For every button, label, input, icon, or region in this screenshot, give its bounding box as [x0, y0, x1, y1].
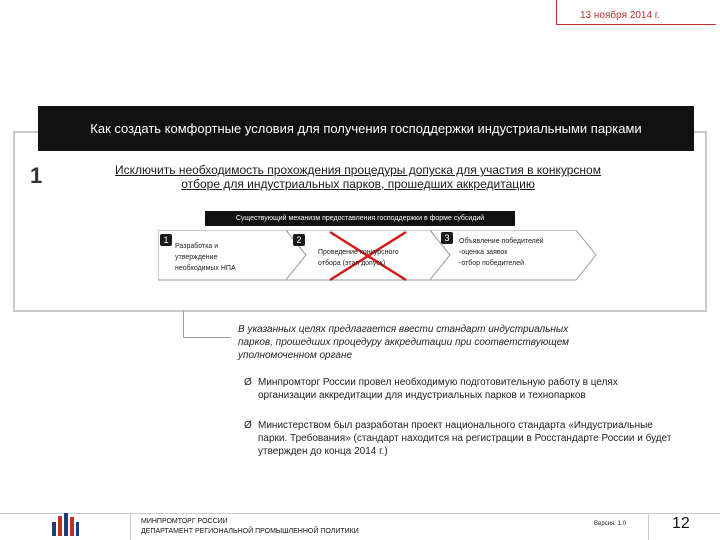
step-2-line-2: отбора (этап допуск) [318, 260, 386, 267]
bullet-2-line-3: утвержден до конца 2014 г.) [258, 446, 388, 457]
footer-org-line-2: ДЕПАРТАМЕНТ РЕГИОНАЛЬНОЙ ПРОМЫШЛЕННОЙ ПОЛИТИКИ [141, 528, 359, 535]
headline-line-2: отборе для индустриальных парков, прошедших аккредитацию [181, 177, 535, 191]
bullet-1-line-2: организации аккредитации для индустриальных парков и технопарков [258, 390, 586, 401]
page-number: 12 [672, 515, 690, 532]
step-1-number: 1 [160, 234, 172, 246]
bullet-2-line-2: парки. Требования» (стандарт находится на регистрации в Росстандарте России и будет [258, 433, 672, 444]
item-number: 1 [30, 163, 43, 188]
headline-line-1: Исключить необходимость прохождения процедуры допуска для участия в конкурсном [115, 163, 601, 177]
slide-title: Как создать комфортные условия для получения господдержки индустриальными парками [38, 106, 694, 151]
bullet-1-line-1: Минпромторг России провел необходимую подготовительную работу в целях [258, 377, 618, 388]
step-1-line-1: Разработка и [175, 243, 219, 250]
version-label: Версия: 1.0 [594, 521, 626, 527]
step-3-line-3: -отбор победителей [459, 260, 525, 267]
step-3-number: 3 [441, 232, 453, 244]
ministry-logo-icon [50, 510, 80, 540]
step-1-line-2: утверждение [175, 254, 218, 261]
headline [78, 163, 638, 191]
step-3-text [459, 236, 544, 269]
footer-org-line-1: МИНПРОМТОРГ РОССИИ [141, 518, 228, 525]
note-line-1: В указанных целях предлагается ввести стандарт индустриальных [238, 324, 569, 335]
footer-divider-left [130, 513, 131, 540]
bullet-arrow-icon: Ø [244, 420, 252, 431]
step-2-line-1: Проведение конкурсного [318, 249, 399, 256]
step-3-line-1: Объявление победителей [459, 238, 544, 245]
note-line-3: уполномоченном органе [238, 350, 353, 361]
step-1-line-3: необходимых НПА [175, 265, 236, 272]
header-underline [556, 24, 716, 25]
proposal-note [238, 323, 618, 362]
bullet-item-2 [244, 419, 714, 458]
slide-date: 13 ноября 2014 г. [580, 10, 660, 21]
note-connector-horizontal [183, 337, 231, 338]
header-divider-vertical [556, 0, 557, 24]
step-3-line-2: -оценка заявок [459, 249, 508, 256]
step-2-text [318, 247, 399, 269]
step-1-text [175, 241, 236, 274]
note-connector [183, 311, 184, 337]
bullet-arrow-icon: Ø [244, 377, 252, 388]
mechanism-label: Существующий механизм предоставления господдержки в форме субсидий [205, 211, 515, 226]
footer-organization [141, 517, 359, 537]
bullet-item-1 [244, 376, 704, 402]
step-2-number: 2 [293, 234, 305, 246]
footer-divider [0, 513, 720, 514]
note-line-2: парков, прошедших процедуру аккредитации при соответствующем [238, 337, 570, 348]
bullet-2-line-1: Министерством был разработан проект национального стандарта «Индустриальные [258, 420, 653, 431]
footer-divider-right [648, 513, 649, 540]
